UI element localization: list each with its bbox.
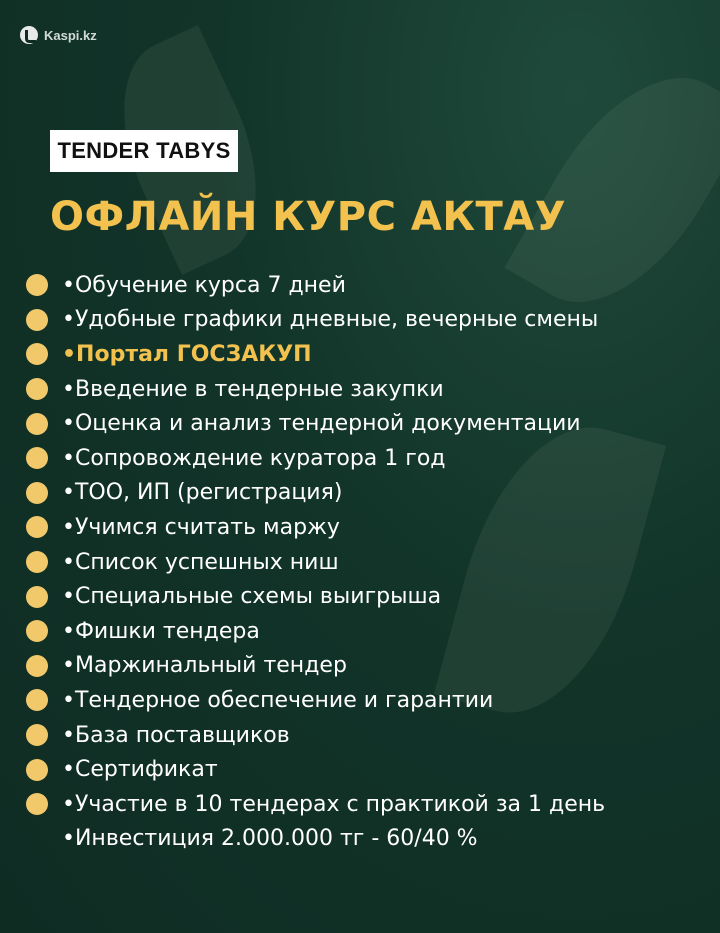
list-item bbox=[26, 510, 605, 545]
list-item bbox=[26, 787, 605, 822]
list-item-text: •Участие в 10 тендерах с практикой за 1 день bbox=[62, 791, 606, 817]
list-item-text: •Оценка и анализ тендерной документации bbox=[62, 411, 581, 437]
list-item-text: •Сопровождение куратора 1 год bbox=[62, 445, 446, 471]
list-item-text: •Фишки тендера bbox=[62, 618, 260, 644]
watermark bbox=[20, 26, 97, 44]
bullet-dot-icon bbox=[26, 447, 48, 469]
list-item-text: •База поставщиков bbox=[62, 722, 290, 748]
bullet-dot-icon bbox=[26, 516, 48, 538]
bullet-dot-icon bbox=[26, 343, 48, 365]
list-item bbox=[26, 683, 605, 718]
list-item bbox=[26, 579, 605, 614]
list-item bbox=[26, 372, 605, 407]
list-item bbox=[26, 476, 605, 511]
list-item bbox=[26, 337, 605, 372]
bullet-dot-icon bbox=[26, 551, 48, 573]
brand-label bbox=[50, 130, 238, 172]
list-item-text: •Учимся считать маржу bbox=[62, 514, 340, 540]
page-title: ОФЛАЙН КУРС АКТАУ bbox=[50, 194, 567, 240]
list-item-text: •Тендерное обеспечение и гарантии bbox=[62, 687, 494, 713]
list-item bbox=[26, 822, 605, 857]
brand-text: TENDER TABYS bbox=[57, 138, 231, 163]
bullet-dot-icon bbox=[26, 378, 48, 400]
watermark-label: Kaspi.kz bbox=[44, 27, 97, 43]
bullet-dot-icon bbox=[26, 309, 48, 331]
bullet-dot-icon bbox=[26, 620, 48, 642]
course-features-list bbox=[26, 268, 605, 856]
list-item-text-highlight: •Портал ГОСЗАКУП bbox=[62, 341, 312, 367]
list-item bbox=[26, 406, 605, 441]
list-item-text: •Введение в тендерные закупки bbox=[62, 376, 444, 402]
list-item bbox=[26, 268, 605, 303]
list-item-text: •Удобные графики дневные, вечерные смены bbox=[62, 307, 599, 333]
list-item-text: •Список успешных ниш bbox=[62, 549, 339, 575]
bullet-dot-icon bbox=[26, 793, 48, 815]
bullet-dot-icon bbox=[26, 724, 48, 746]
list-item bbox=[26, 614, 605, 649]
bullet-dot-icon bbox=[26, 586, 48, 608]
list-item-text: •Инвестиция 2.000.000 тг - 60/40 % bbox=[62, 826, 478, 852]
bullet-dot-icon bbox=[26, 655, 48, 677]
bullet-dot-icon bbox=[26, 759, 48, 781]
list-item bbox=[26, 303, 605, 338]
list-item-text: •ТОО, ИП (регистрация) bbox=[62, 480, 343, 506]
list-item bbox=[26, 545, 605, 580]
list-item-text: •Обучение курса 7 дней bbox=[62, 272, 346, 298]
list-item bbox=[26, 441, 605, 476]
bullet-dot-icon bbox=[26, 274, 48, 296]
kaspi-logo-icon bbox=[20, 26, 38, 44]
list-item bbox=[26, 718, 605, 753]
list-item-text: •Сертификат bbox=[62, 757, 218, 783]
list-item-text: •Маржинальный тендер bbox=[62, 653, 347, 679]
list-item bbox=[26, 752, 605, 787]
list-item bbox=[26, 649, 605, 684]
bullet-dot-icon bbox=[26, 413, 48, 435]
list-item-text: •Специальные схемы выигрыша bbox=[62, 584, 442, 610]
bullet-dot-icon bbox=[26, 689, 48, 711]
bullet-dot-icon bbox=[26, 482, 48, 504]
